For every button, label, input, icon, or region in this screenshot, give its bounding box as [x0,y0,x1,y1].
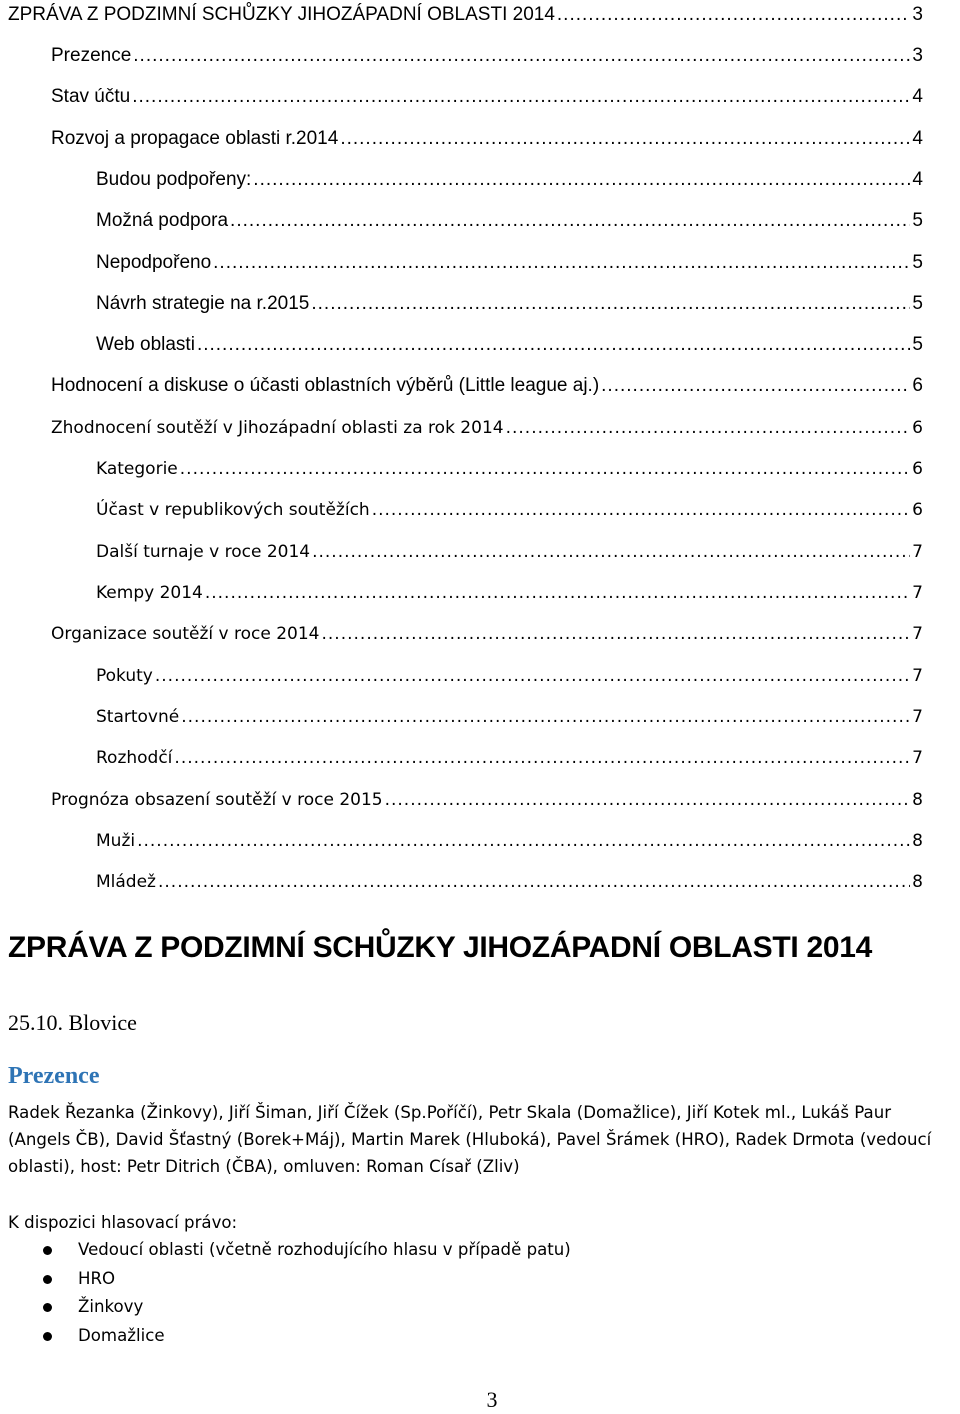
toc-entry-page: 6 [912,459,923,479]
toc-entry-title: Možná podpora [96,210,229,231]
page-number: 3 [486,1387,498,1412]
bullet-icon [43,1246,52,1255]
toc-entry-page: 7 [912,666,923,686]
toc-entry[interactable] [0,0,923,30]
toc-entry-page: 7 [912,707,923,727]
toc-entry-page: 6 [912,375,923,396]
toc-entry-page: 5 [912,293,923,314]
toc-leader-dots [158,867,910,897]
toc-entry-title: Organizace soutěží v roce 2014 [51,624,320,644]
toc-entry-page: 7 [912,583,923,603]
toc-entry-title: Muži [96,831,136,851]
toc-entry[interactable] [0,578,923,608]
list-item [0,1236,571,1265]
toc-entry-page: 5 [912,334,923,355]
toc-entry-title: Startovné [96,707,180,727]
toc-entry[interactable] [0,495,923,525]
bullet-icon [43,1275,52,1284]
toc-entry-title: Stav účtu [51,86,131,107]
toc-entry[interactable] [0,165,923,195]
toc-leader-dots [340,124,910,154]
toc-entry-page: 4 [912,128,923,149]
toc-entry[interactable] [0,206,923,236]
toc-entry-title: Budou podpořeny: [96,169,252,190]
toc-entry-page: 8 [912,872,923,892]
toc-leader-dots [312,537,910,567]
list-item-text: Vedoucí oblasti (včetně rozhodujícího hlasu v případě patu) [78,1240,571,1259]
toc-entry[interactable] [0,454,923,484]
toc-entry-title: Prezence [51,45,132,66]
toc-entry-page: 7 [912,748,923,768]
toc-entry-page: 6 [912,418,923,438]
toc-leader-dots [132,82,910,112]
toc-entry-page: 7 [912,542,923,562]
toc-entry[interactable] [0,124,923,154]
attendance-paragraph: Radek Řezanka (Žinkovy), Jiří Šiman, Jiří Čížek (Sp.Poříčí), Petr Skala (Domažlice), Jiří Kotek ml., Lukáš Paur (Angels ČB), David Šťastný (Borek+Máj), Martin Marek (Hluboká), Pavel Šrámek (HRO), Radek Drmota (vedoucí oblasti), host: Petr Ditrich (ČBA), omluven: Roman Císař (Zliv) [8,1103,932,1176]
toc-entry-title: Návrh strategie na r.2015 [96,293,310,314]
toc-entry-title: Kempy 2014 [96,583,203,603]
toc-entry[interactable] [0,537,923,567]
list-item-text: HRO [78,1268,116,1288]
toc-leader-dots [133,41,910,71]
toc-entry[interactable] [0,330,923,360]
toc-leader-dots [181,702,910,732]
bullet-icon [43,1332,52,1341]
toc-leader-dots [213,248,910,278]
toc-leader-dots [174,743,910,773]
toc-entry-title: Kategorie [96,459,178,479]
toc-entry[interactable] [0,82,923,112]
toc-leader-dots [230,206,910,236]
toc-entry[interactable] [0,867,923,897]
toc-entry-page: 7 [912,624,923,644]
toc-entry-title: Rozhodčí [96,748,173,768]
list-item [0,1265,571,1294]
toc-leader-dots [137,826,910,856]
toc-entry[interactable] [0,413,923,443]
toc-leader-dots [372,495,910,525]
voting-list [0,1236,571,1350]
toc-entry-title: Nepodpořeno [96,252,212,273]
list-item-text: Domažlice [78,1325,165,1345]
list-item [0,1293,571,1322]
toc-entry-title: Hodnocení a diskuse o účasti oblastních výběrů (Little league aj.) [51,375,600,396]
toc-entry[interactable] [0,702,923,732]
toc-entry-page: 4 [912,169,923,190]
toc-entry-title: Zhodnocení soutěží v Jihozápadní oblasti za rok 2014 [51,418,504,438]
toc-entry-title: Rozvoj a propagace oblasti r.2014 [51,128,339,149]
toc-entry[interactable] [0,661,923,691]
toc-entry-page: 6 [912,500,923,520]
toc-entry-page: 3 [912,4,923,25]
report-heading: ZPRÁVA Z PODZIMNÍ SCHŮZKY JIHOZÁPADNÍ OBLASTI 2014 [8,931,872,964]
list-item-text: Žinkovy [78,1297,144,1316]
bullet-icon [43,1303,52,1312]
toc-entry-title: Mládež [96,872,156,892]
toc-entry[interactable] [0,248,923,278]
toc-leader-dots [385,785,911,815]
toc-leader-dots [601,371,910,401]
toc-entry[interactable] [0,289,923,319]
toc-entry-page: 8 [912,831,923,851]
list-item [0,1322,571,1351]
toc-entry[interactable] [0,743,923,773]
toc-leader-dots [205,578,910,608]
voting-intro: K dispozici hlasovací právo: [8,1213,238,1232]
toc-leader-dots [311,289,910,319]
toc-entry[interactable] [0,785,923,815]
toc-leader-dots [557,0,911,30]
toc-entry-title: Další turnaje v roce 2014 [96,542,311,562]
toc-entry-page: 8 [912,790,923,810]
toc-entry[interactable] [0,619,923,649]
toc-entry[interactable] [0,826,923,856]
toc-entry-title: Web oblasti [96,334,195,355]
toc-leader-dots [506,413,911,443]
section-heading-prezence: Prezence [8,1063,100,1089]
toc-entry-title: Pokuty [96,666,153,686]
toc-entry-page: 5 [912,210,923,231]
toc-entry-title: Prognóza obsazení soutěží v roce 2015 [51,790,383,810]
toc-entry-title: ZPRÁVA Z PODZIMNÍ SCHŮZKY JIHOZÁPADNÍ OBLASTI 2014 [8,4,555,25]
toc-leader-dots [155,661,910,691]
toc-entry-title: Účast v republikových soutěžích [96,500,370,520]
toc-entry[interactable] [0,371,923,401]
toc-entry-page: 4 [912,86,923,107]
toc-entry-page: 3 [912,45,923,66]
toc-leader-dots [322,619,911,649]
toc-entry-page: 5 [912,252,923,273]
toc-entry[interactable] [0,41,923,71]
toc-leader-dots [197,330,910,360]
date-place: 25.10. Blovice [8,1010,137,1035]
toc-leader-dots [253,165,910,195]
toc-leader-dots [180,454,910,484]
